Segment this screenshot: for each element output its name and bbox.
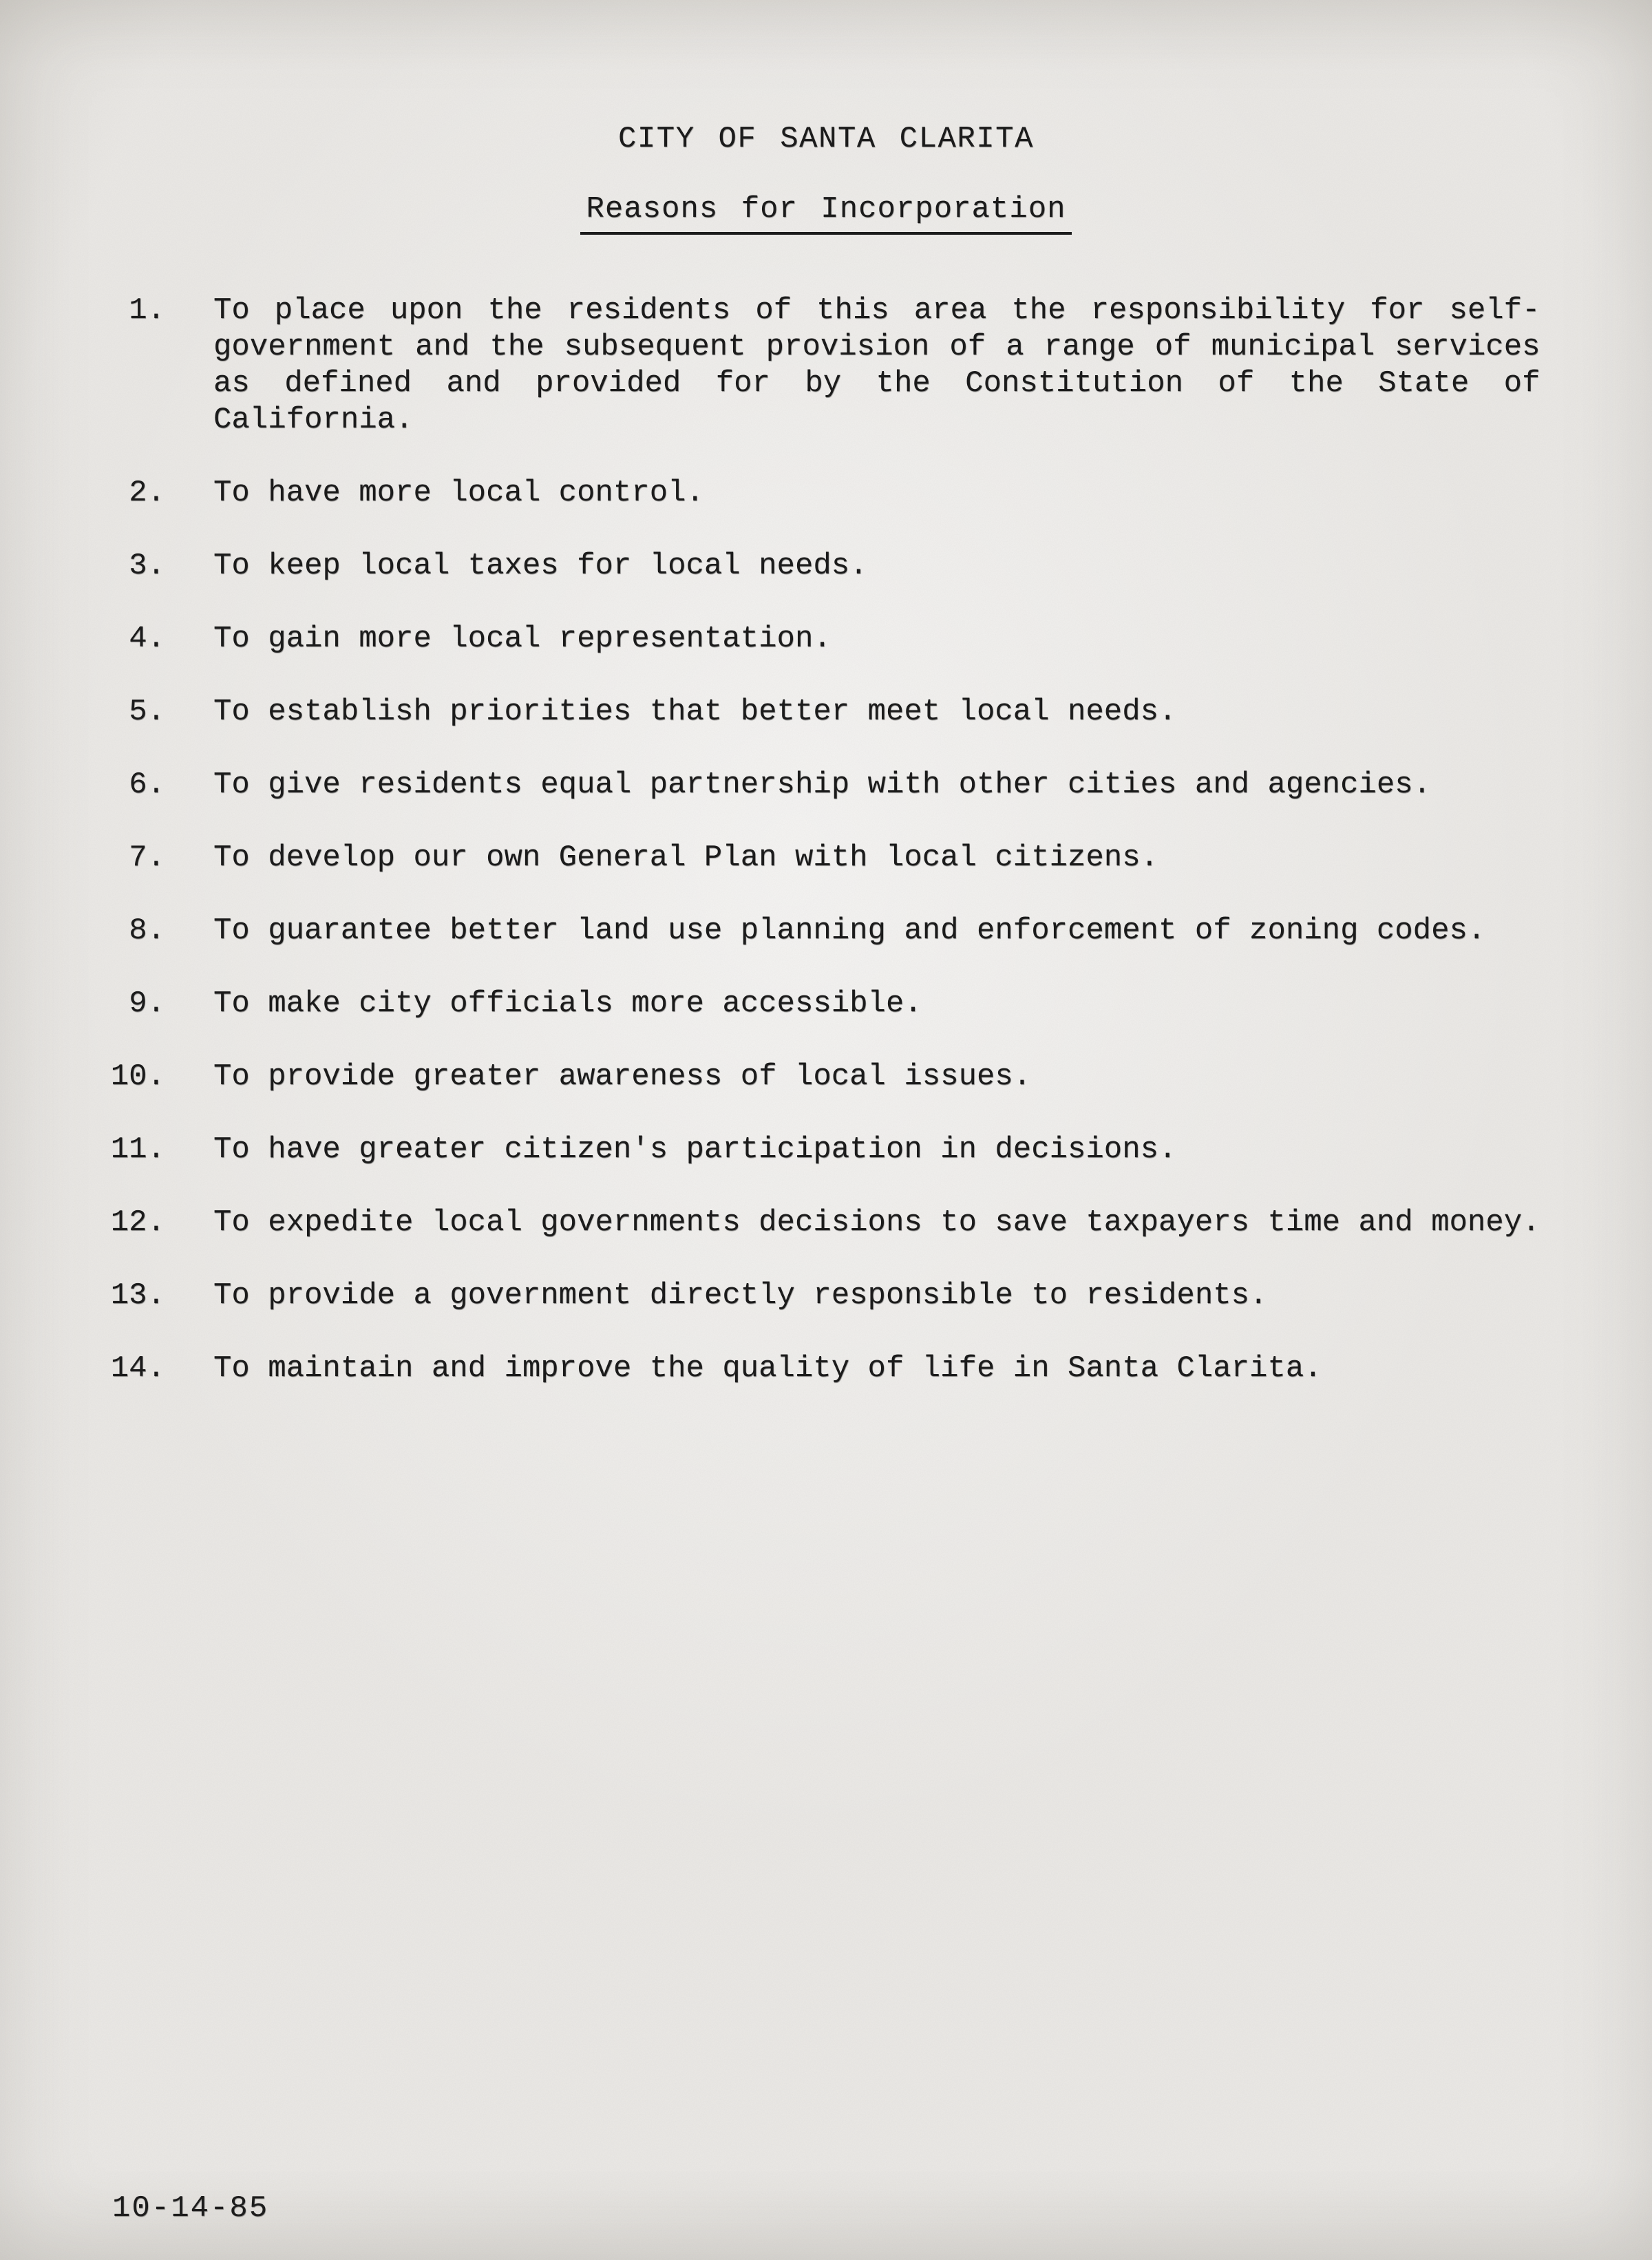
list-item	[96, 694, 1652, 730]
document-title: CITY OF SANTA CLARITA	[618, 122, 1034, 156]
item-number: 3.	[129, 549, 165, 583]
list-item	[96, 1205, 1652, 1241]
footer-date: 10-14-85	[112, 2191, 269, 2226]
item-text: To gain more local representation.	[213, 622, 832, 656]
list-item	[96, 840, 1652, 876]
list-item	[96, 1351, 1652, 1387]
item-number: 4.	[129, 622, 165, 656]
item-text: To provide a government directly responsible to residents.	[213, 1278, 1268, 1313]
item-text: To have more local control.	[213, 476, 704, 510]
item-number: 1.	[129, 293, 165, 328]
item-number: 7.	[129, 841, 165, 875]
item-text: To keep local taxes for local needs.	[213, 549, 868, 583]
item-text: To have greater citizen's participation in decisions.	[213, 1132, 1177, 1167]
list-item	[96, 913, 1652, 949]
item-text: To give residents equal partnership with other cities and agencies.	[213, 768, 1432, 802]
list-item	[96, 293, 1652, 439]
document-subtitle: Reasons for Incorporation	[580, 191, 1071, 235]
list-item	[96, 548, 1652, 584]
item-number: 10.	[110, 1059, 165, 1094]
item-text: To provide greater awareness of local issues.	[213, 1059, 1032, 1094]
item-text: To place upon the residents of this area the responsibility for self-government and the subsequent provision of a range of municipal services as defined and provided for by the Constitution of the State of California.	[213, 293, 1540, 437]
item-number: 8.	[129, 913, 165, 948]
item-number: 2.	[129, 476, 165, 510]
list-item	[96, 1059, 1652, 1095]
reasons-list	[0, 293, 1652, 1387]
item-number: 12.	[110, 1205, 165, 1240]
item-text: To establish priorities that better meet local needs.	[213, 695, 1177, 729]
item-number: 11.	[110, 1132, 165, 1167]
item-number: 9.	[129, 986, 165, 1021]
item-text: To expedite local governments decisions to save taxpayers time and money.	[213, 1205, 1540, 1240]
item-text: To guarantee better land use planning and enforcement of zoning codes.	[213, 913, 1486, 948]
list-item	[96, 475, 1652, 511]
list-item	[96, 767, 1652, 803]
item-number: 14.	[110, 1351, 165, 1386]
item-number: 13.	[110, 1278, 165, 1313]
list-item	[96, 1132, 1652, 1168]
item-number: 5.	[129, 695, 165, 729]
document-subtitle-row	[0, 191, 1652, 235]
item-text: To maintain and improve the quality of life in Santa Clarita.	[213, 1351, 1322, 1386]
item-number: 6.	[129, 768, 165, 802]
item-text: To make city officials more accessible.	[213, 986, 922, 1021]
item-text: To develop our own General Plan with local citizens.	[213, 841, 1159, 875]
list-item	[96, 621, 1652, 657]
list-item	[96, 986, 1652, 1022]
list-item	[96, 1278, 1652, 1314]
